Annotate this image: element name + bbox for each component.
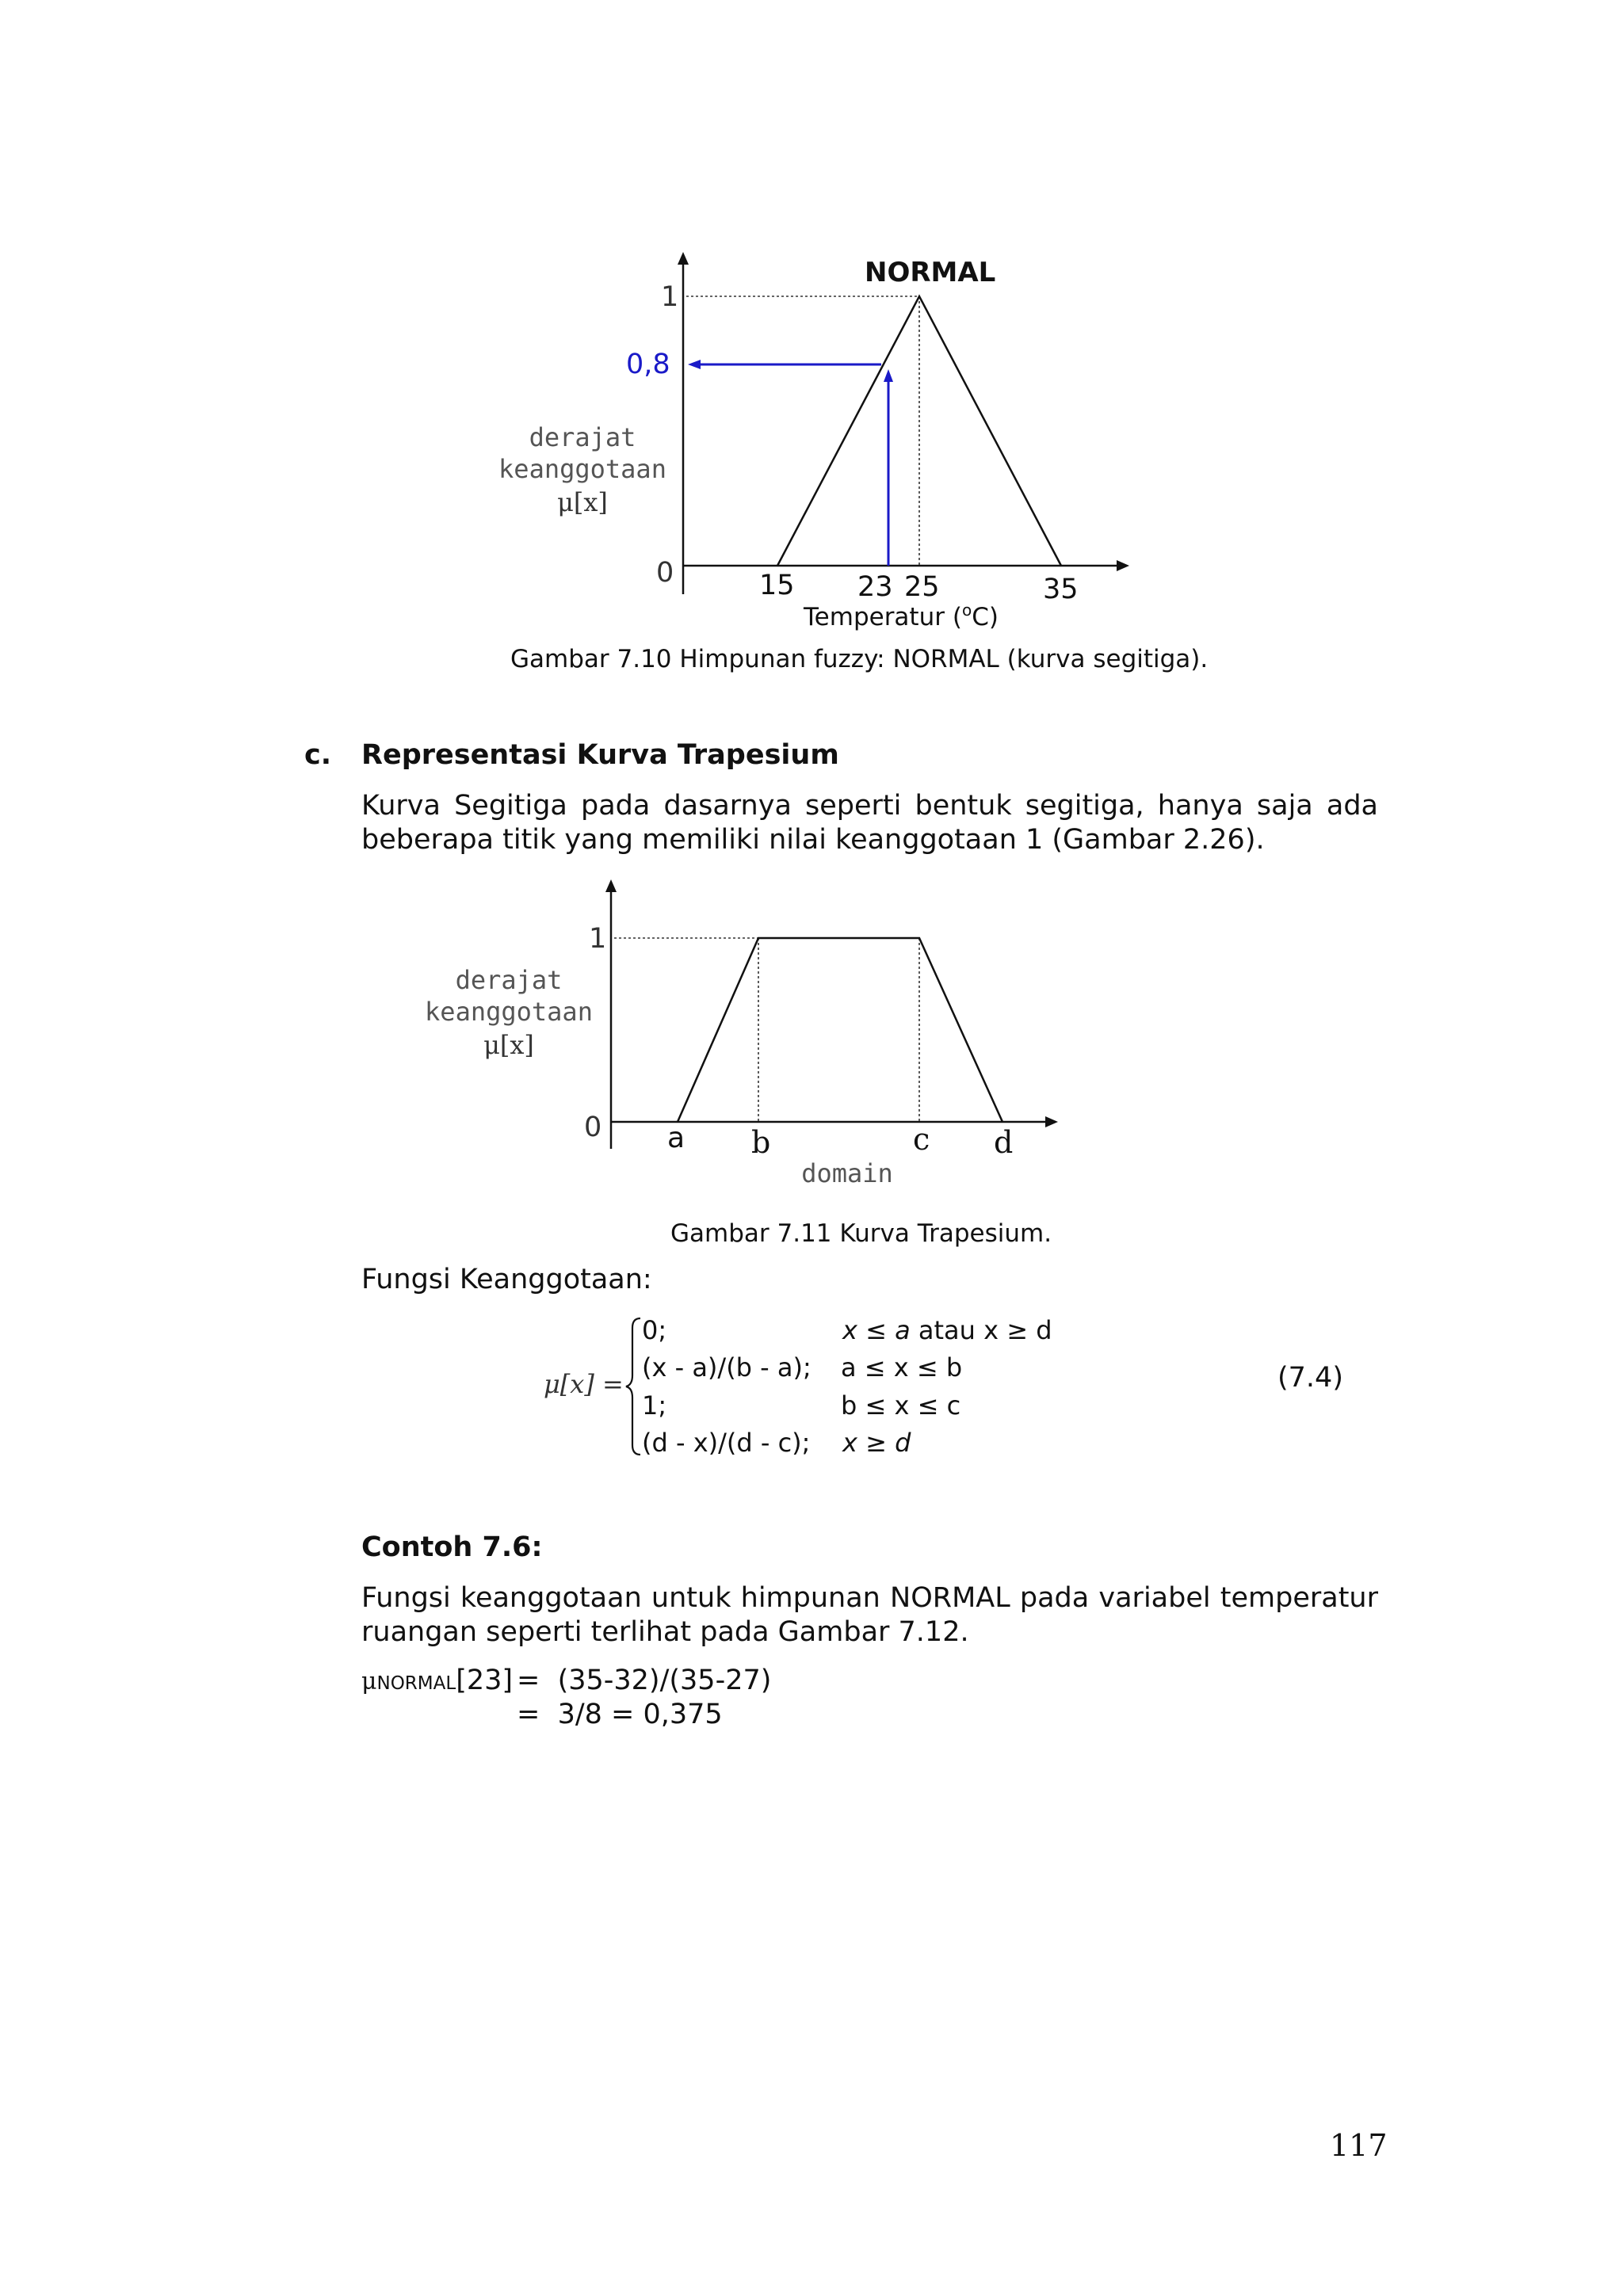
membership-heading: Fungsi Keanggotaan:: [361, 1264, 652, 1295]
x-axis-arrowhead: [1117, 560, 1129, 571]
membership-row-4-cond: x ≥ d: [842, 1428, 911, 1458]
membership-brace: [624, 1315, 643, 1458]
example-heading: Contoh 7.6:: [361, 1531, 543, 1563]
y-label-mu: μ[x]: [557, 487, 608, 517]
y-axis-arrowhead: [678, 252, 689, 265]
figure-7-10-caption: Gambar 7.10 Himpunan fuzzy: NORMAL (kurva segitiga).: [510, 645, 1209, 673]
section-heading: Representasi Kurva Trapesium: [361, 739, 839, 771]
figure-triangle-curve: [0, 0, 1623, 697]
membership-row-3-expr: 1;: [642, 1390, 667, 1421]
x-axis-label: Temperatur ($^o$C): [804, 601, 999, 631]
y-label-keanggotaan: keanggotaan: [425, 997, 593, 1027]
example-calc-line-1: = (35-32)/(35-27): [517, 1665, 772, 1696]
x-tick-23: 23: [857, 571, 893, 603]
example-calc-lhs: [361, 1664, 513, 1701]
y-label-derajat: derajat: [529, 422, 636, 452]
y-label-derajat: derajat: [455, 965, 563, 995]
x-tick-35: 35: [1043, 574, 1079, 605]
input-23-arrowhead: [884, 369, 893, 382]
membership-0-8-arrowhead: [688, 360, 701, 369]
mu-subscript: NORMAL: [376, 1673, 456, 1694]
y-label-mu: μ[x]: [483, 1030, 534, 1060]
x-tick-15: 15: [759, 570, 795, 601]
x-tick-25: 25: [904, 571, 940, 603]
y-label-keanggotaan: keanggotaan: [498, 454, 666, 484]
y-axis-arrowhead: [605, 879, 617, 892]
section-marker: c.: [304, 739, 332, 771]
trapezoid-curve: [678, 938, 1002, 1122]
y-tick-0: 0: [584, 1112, 602, 1143]
y-tick-0-8: 0,8: [626, 349, 670, 380]
section-paragraph-line-1: Kurva Segitiga pada dasarnya seperti bentuk segitiga, hanya saja ada: [361, 790, 1378, 822]
page-number: 117: [1330, 2128, 1388, 2163]
y-tick-0: 0: [656, 557, 674, 589]
membership-lhs: μ[x] =: [544, 1369, 624, 1399]
example-paragraph-line-1: Fungsi keanggotaan untuk himpunan NORMAL pada variabel temperatur: [361, 1582, 1378, 1614]
y-tick-1: 1: [661, 281, 679, 313]
set-name-normal: NORMAL: [865, 257, 996, 288]
x-axis-arrowhead: [1045, 1116, 1058, 1127]
x-point-d: d: [994, 1125, 1014, 1160]
membership-row-2-cond: a ≤ x ≤ b: [841, 1352, 963, 1383]
figure-trapezoid-curve: [0, 871, 1623, 1268]
membership-row-2-expr: (x - a)/(b - a);: [642, 1352, 812, 1383]
membership-row-3-cond: b ≤ x ≤ c: [841, 1390, 961, 1421]
membership-row-1-expr: 0;: [642, 1315, 667, 1345]
x-point-a: a: [667, 1122, 685, 1154]
figure-7-11-caption: Gambar 7.11 Kurva Trapesium.: [670, 1219, 1052, 1248]
example-paragraph-line-2: ruangan seperti terlihat pada Gambar 7.12.: [361, 1616, 969, 1648]
x-point-c: c: [913, 1122, 930, 1157]
calc-argument: [23]: [456, 1665, 514, 1696]
section-paragraph-line-2: beberapa titik yang memiliki nilai keanggotaan 1 (Gambar 2.26).: [361, 824, 1265, 856]
equation-number: (7.4): [1277, 1362, 1343, 1394]
membership-row-1-cond: x ≤ a atau x ≥ d: [842, 1315, 1052, 1345]
example-calc-line-2: = 3/8 = 0,375: [517, 1699, 723, 1730]
mu-symbol: μ: [361, 1668, 377, 1695]
membership-row-4-expr: (d - x)/(d - c);: [642, 1428, 811, 1458]
x-axis-label: domain: [801, 1158, 893, 1188]
x-point-b: b: [751, 1125, 771, 1160]
y-tick-1: 1: [589, 923, 607, 955]
